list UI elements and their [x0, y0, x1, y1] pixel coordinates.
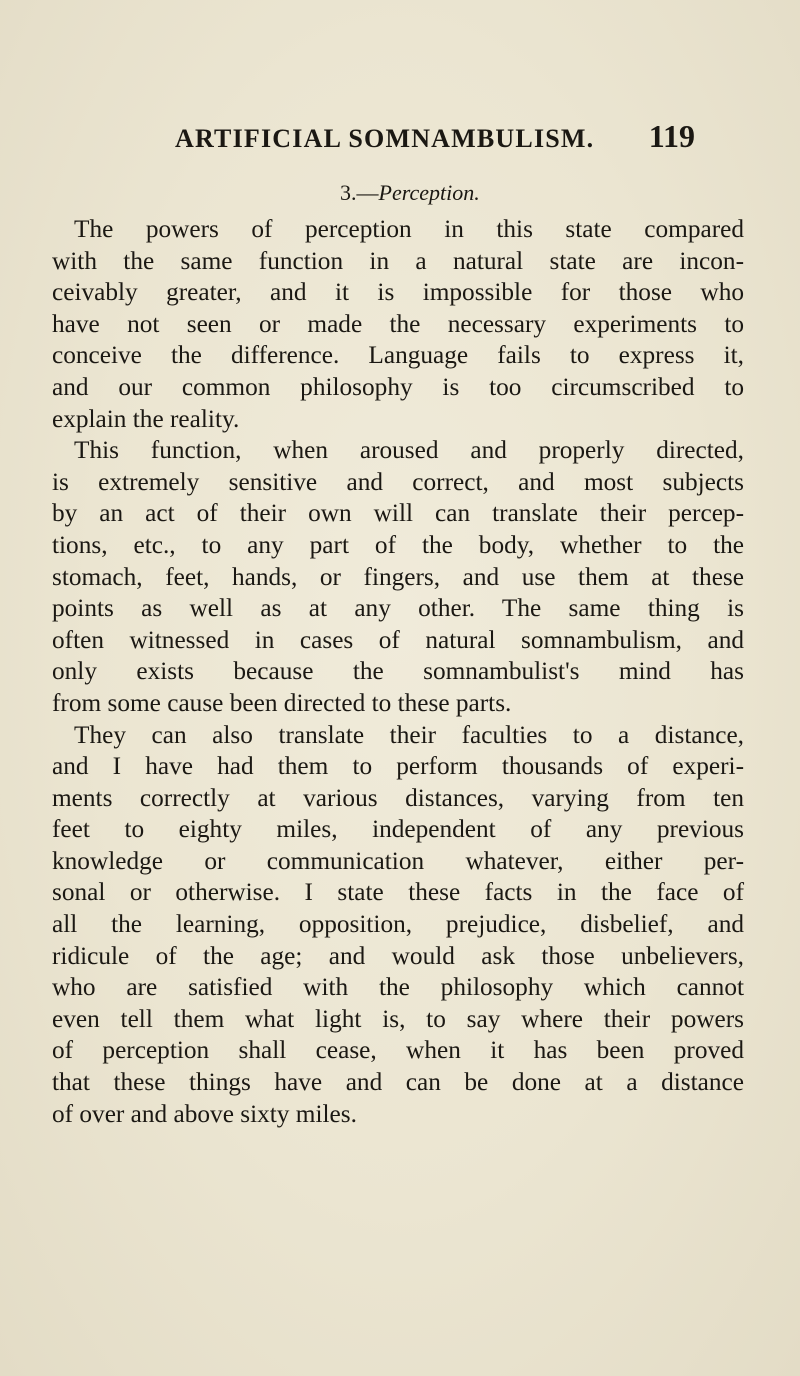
text-line: and I have had them to perform thousands of experi-	[52, 752, 744, 781]
body-text	[52, 214, 744, 1130]
text-line: feet to eighty miles, independent of any previous	[52, 815, 744, 844]
text-line: with the same function in a natural state are incon-	[52, 246, 744, 275]
text-line: knowledge or communication whatever, either per-	[52, 846, 744, 875]
page-number: 119	[648, 118, 695, 154]
running-title: ARTIFICIAL SOMNAMBULISM.	[175, 124, 595, 153]
section-number: 3.—	[340, 180, 379, 205]
text-line: of perception shall cease, when it has been proved	[52, 1036, 744, 1065]
text-line: of over and above sixty miles.	[52, 1099, 357, 1128]
text-line: and our common philosophy is too circumscribed to	[52, 372, 744, 401]
text-line: who are satisfied with the philosophy which cannot	[52, 973, 744, 1002]
text-line: The powers of perception in this state compared	[74, 215, 744, 243]
text-line: conceive the difference. Language fails to express it,	[52, 341, 744, 370]
text-line: stomach, feet, hands, or fingers, and use them at these	[52, 562, 744, 591]
text-line: explain the reality.	[52, 404, 240, 433]
text-line: ridicule of the age; and would ask those unbelievers,	[52, 941, 744, 970]
section-title: Perception.	[378, 180, 480, 205]
text-line: sonal or otherwise. I state these facts in the face of	[52, 878, 744, 907]
text-line: They can also translate their faculties to a distance,	[74, 720, 744, 749]
text-line: tions, etc., to any part of the body, whether to the	[52, 530, 744, 559]
text-line: points as well as at any other. The same thing is	[52, 594, 744, 623]
text-line: from some cause been directed to these parts.	[52, 688, 512, 717]
text-line: is extremely sensitive and correct, and most subjects	[52, 467, 744, 496]
running-head	[175, 120, 695, 160]
text-line: even tell them what light is, to say where their powers	[52, 1004, 744, 1033]
text-line: that these things have and can be done at a distance	[52, 1068, 744, 1097]
text-line: ments correctly at various distances, varying from ten	[52, 783, 744, 812]
text-line: have not seen or made the necessary experiments to	[52, 309, 744, 338]
text-line: by an act of their own will can translate their percep-	[52, 499, 744, 528]
section-heading	[340, 180, 480, 206]
text-line: This function, when aroused and properly directed,	[74, 436, 744, 465]
text-line: all the learning, opposition, prejudice, disbelief, and	[52, 910, 744, 939]
text-line: often witnessed in cases of natural somnambulism, and	[52, 625, 744, 654]
text-line: only exists because the somnambulist's mind has	[52, 657, 744, 686]
text-line: ceivably greater, and it is impossible for those who	[52, 278, 744, 307]
